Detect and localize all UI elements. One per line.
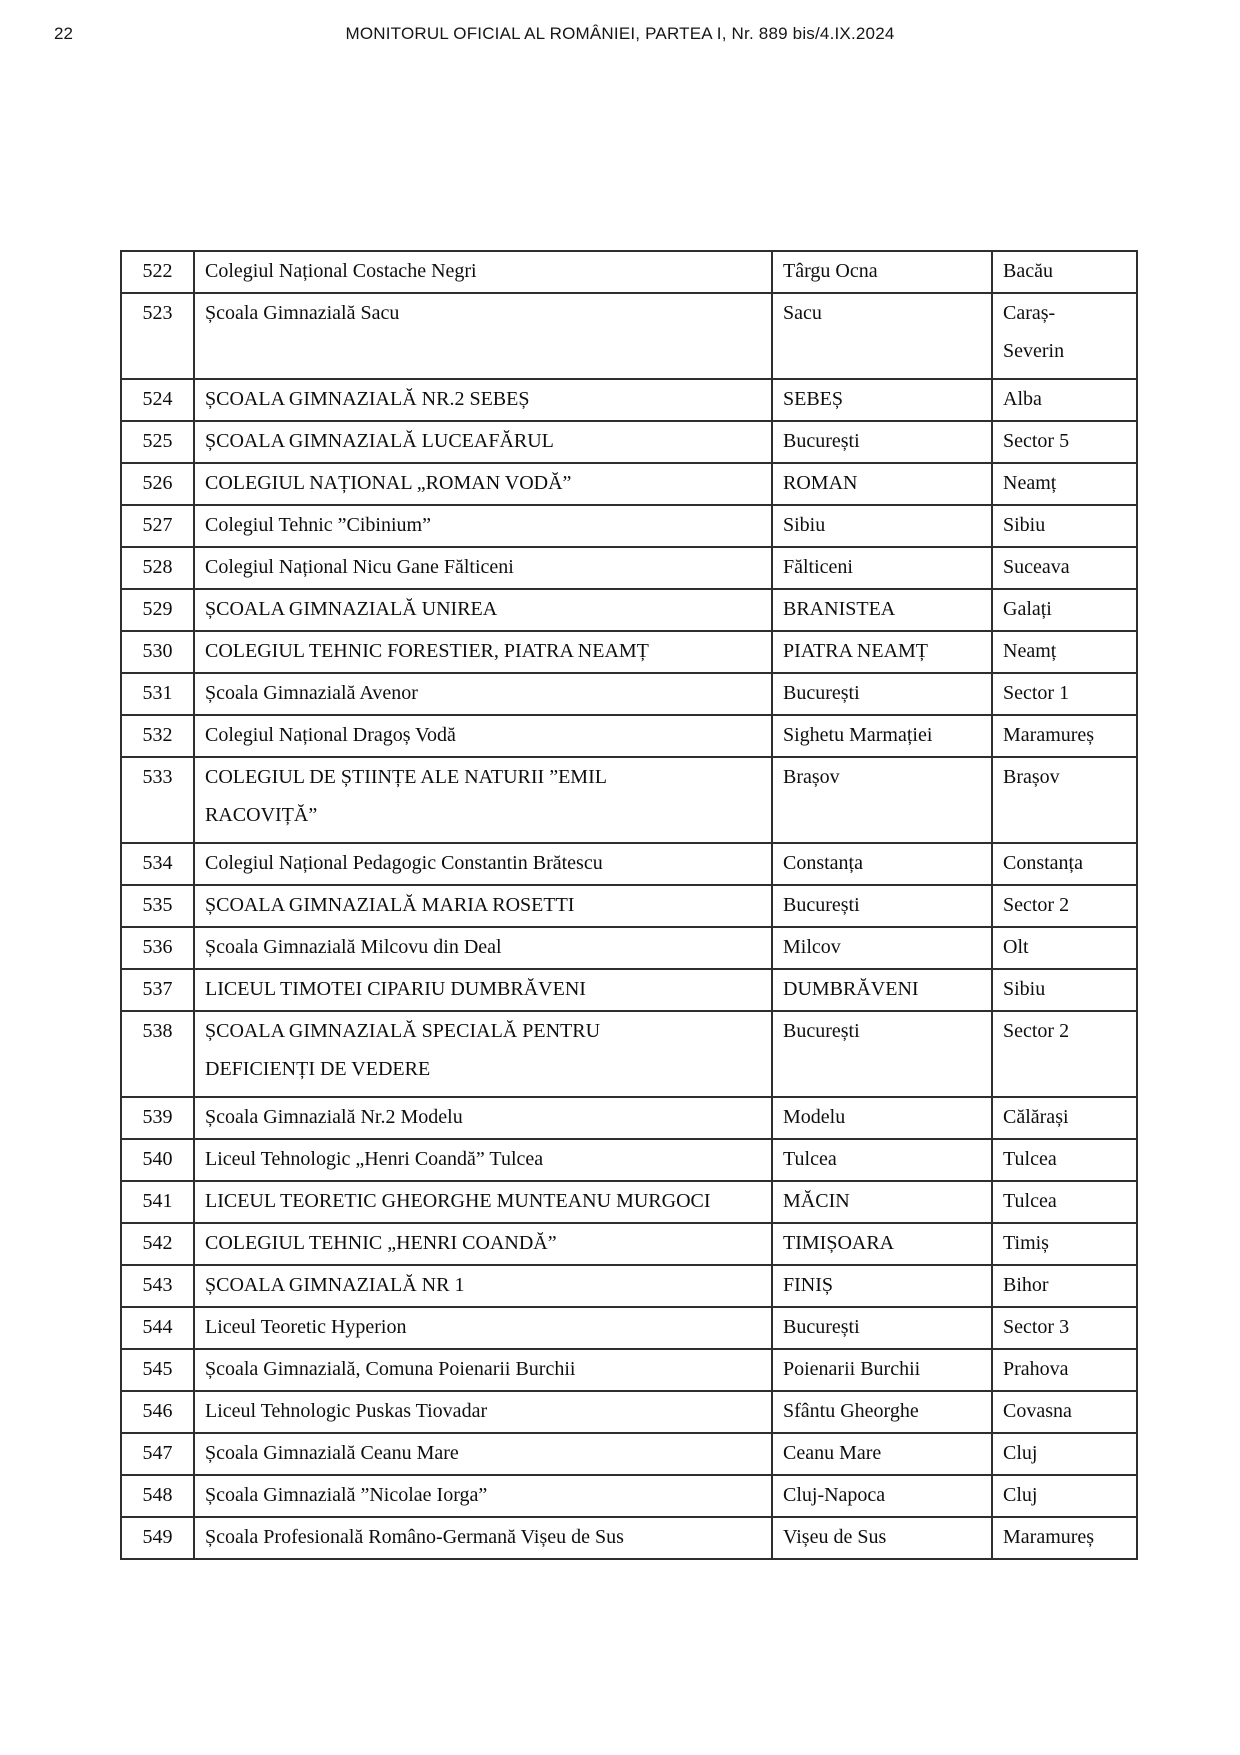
cell-county: Cluj — [992, 1433, 1137, 1475]
cell-county: Sector 1 — [992, 673, 1137, 715]
cell-name: COLEGIUL NAȚIONAL „ROMAN VODĂ” — [194, 463, 772, 505]
cell-line: COLEGIUL DE ȘTIINȚE ALE NATURII ”EMIL — [205, 766, 607, 788]
cell-city: Sighetu Marmației — [772, 715, 992, 757]
cell-no: 523 — [121, 293, 194, 379]
cell-city: MĂCIN — [772, 1181, 992, 1223]
cell-no: 542 — [121, 1223, 194, 1265]
table-row — [121, 843, 1137, 885]
table-row — [121, 421, 1137, 463]
cell-city: Modelu — [772, 1097, 992, 1139]
table-body — [121, 251, 1137, 1559]
cell-name: LICEUL TEORETIC GHEORGHE MUNTEANU MURGOCI — [194, 1181, 772, 1223]
table-row — [121, 547, 1137, 589]
cell-county: Sector 2 — [992, 1011, 1137, 1097]
cell-no: 538 — [121, 1011, 194, 1097]
cell-county: Sector 2 — [992, 885, 1137, 927]
cell-no: 535 — [121, 885, 194, 927]
cell-county — [992, 293, 1137, 379]
table-row — [121, 673, 1137, 715]
table-row — [121, 1517, 1137, 1559]
cell-line: ȘCOALA GIMNAZIALĂ SPECIALĂ PENTRU — [205, 1020, 601, 1042]
cell-name: COLEGIUL TEHNIC „HENRI COANDĂ” — [194, 1223, 772, 1265]
cell-county: Maramureș — [992, 1517, 1137, 1559]
cell-no: 549 — [121, 1517, 194, 1559]
cell-city: Sibiu — [772, 505, 992, 547]
table-row — [121, 927, 1137, 969]
cell-name: Colegiul Național Costache Negri — [194, 251, 772, 293]
table-row — [121, 631, 1137, 673]
cell-no: 528 — [121, 547, 194, 589]
cell-county: Neamț — [992, 463, 1137, 505]
cell-city: Brașov — [772, 757, 992, 843]
cell-name: Școala Gimnazială Ceanu Mare — [194, 1433, 772, 1475]
cell-no: 536 — [121, 927, 194, 969]
cell-county: Sector 5 — [992, 421, 1137, 463]
cell-name: Colegiul Național Nicu Gane Fălticeni — [194, 547, 772, 589]
cell-name — [194, 757, 772, 843]
cell-name: Colegiul Național Dragoș Vodă — [194, 715, 772, 757]
cell-city: TIMIȘOARA — [772, 1223, 992, 1265]
table-row — [121, 1307, 1137, 1349]
cell-county: Tulcea — [992, 1139, 1137, 1181]
cell-county: Maramureș — [992, 715, 1137, 757]
cell-city: București — [772, 673, 992, 715]
cell-county: Cluj — [992, 1475, 1137, 1517]
cell-no: 526 — [121, 463, 194, 505]
table-row — [121, 1181, 1137, 1223]
table-row — [121, 463, 1137, 505]
cell-name: Școala Gimnazială Avenor — [194, 673, 772, 715]
cell-name: Școala Profesională Româno-Germană Vișeu de Sus — [194, 1517, 772, 1559]
table-row — [121, 1265, 1137, 1307]
table-row — [121, 757, 1137, 843]
cell-no: 543 — [121, 1265, 194, 1307]
table-row — [121, 1011, 1137, 1097]
cell-county: Prahova — [992, 1349, 1137, 1391]
cell-name: Colegiul Național Pedagogic Constantin Brătescu — [194, 843, 772, 885]
cell-name: ȘCOALA GIMNAZIALĂ NR.2 SEBEȘ — [194, 379, 772, 421]
cell-name: Școala Gimnazială Nr.2 Modelu — [194, 1097, 772, 1139]
cell-no: 548 — [121, 1475, 194, 1517]
cell-line: Severin — [1003, 340, 1065, 362]
cell-city: București — [772, 885, 992, 927]
cell-name: COLEGIUL TEHNIC FORESTIER, PIATRA NEAMȚ — [194, 631, 772, 673]
cell-city: Sacu — [772, 293, 992, 379]
cell-no: 539 — [121, 1097, 194, 1139]
cell-city: Sfântu Gheorghe — [772, 1391, 992, 1433]
cell-no: 547 — [121, 1433, 194, 1475]
table-row — [121, 1391, 1137, 1433]
cell-name: Colegiul Tehnic ”Cibinium” — [194, 505, 772, 547]
cell-name: Liceul Tehnologic „Henri Coandă” Tulcea — [194, 1139, 772, 1181]
table-row — [121, 1433, 1137, 1475]
cell-no: 541 — [121, 1181, 194, 1223]
cell-no: 529 — [121, 589, 194, 631]
table-row — [121, 1223, 1137, 1265]
table-row — [121, 589, 1137, 631]
cell-county: Brașov — [992, 757, 1137, 843]
cell-name: Școala Gimnazială ”Nicolae Iorga” — [194, 1475, 772, 1517]
cell-city: Vișeu de Sus — [772, 1517, 992, 1559]
cell-city: Cluj-Napoca — [772, 1475, 992, 1517]
cell-no: 524 — [121, 379, 194, 421]
cell-county: Sibiu — [992, 969, 1137, 1011]
cell-no: 527 — [121, 505, 194, 547]
cell-county: Neamț — [992, 631, 1137, 673]
table-row — [121, 379, 1137, 421]
table-row — [121, 505, 1137, 547]
cell-city: București — [772, 421, 992, 463]
cell-line: Caraș- — [1003, 302, 1056, 324]
cell-name: ȘCOALA GIMNAZIALĂ NR 1 — [194, 1265, 772, 1307]
schools-table — [120, 250, 1138, 1560]
cell-line: DEFICIENȚI DE VEDERE — [205, 1058, 431, 1080]
cell-city: DUMBRĂVENI — [772, 969, 992, 1011]
cell-no: 545 — [121, 1349, 194, 1391]
cell-no: 532 — [121, 715, 194, 757]
cell-city: Târgu Ocna — [772, 251, 992, 293]
cell-county: Timiș — [992, 1223, 1137, 1265]
cell-county: Călărași — [992, 1097, 1137, 1139]
cell-no: 530 — [121, 631, 194, 673]
cell-no: 522 — [121, 251, 194, 293]
cell-county: Constanța — [992, 843, 1137, 885]
cell-city: PIATRA NEAMȚ — [772, 631, 992, 673]
cell-city: ROMAN — [772, 463, 992, 505]
cell-no: 525 — [121, 421, 194, 463]
table-row — [121, 969, 1137, 1011]
cell-county: Sibiu — [992, 505, 1137, 547]
table-row — [121, 1475, 1137, 1517]
schools-table-container — [120, 250, 1138, 1560]
cell-name: ȘCOALA GIMNAZIALĂ UNIREA — [194, 589, 772, 631]
cell-county: Covasna — [992, 1391, 1137, 1433]
cell-no: 534 — [121, 843, 194, 885]
cell-county: Bihor — [992, 1265, 1137, 1307]
cell-no: 537 — [121, 969, 194, 1011]
cell-name: ȘCOALA GIMNAZIALĂ MARIA ROSETTI — [194, 885, 772, 927]
cell-county: Olt — [992, 927, 1137, 969]
cell-name: LICEUL TIMOTEI CIPARIU DUMBRĂVENI — [194, 969, 772, 1011]
cell-no: 544 — [121, 1307, 194, 1349]
cell-no: 540 — [121, 1139, 194, 1181]
cell-city: BRANISTEA — [772, 589, 992, 631]
cell-name: ȘCOALA GIMNAZIALĂ LUCEAFĂRUL — [194, 421, 772, 463]
cell-name — [194, 1011, 772, 1097]
cell-city: Fălticeni — [772, 547, 992, 589]
cell-name: Școala Gimnazială, Comuna Poienarii Burchii — [194, 1349, 772, 1391]
cell-no: 531 — [121, 673, 194, 715]
cell-county: Sector 3 — [992, 1307, 1137, 1349]
cell-city: SEBEȘ — [772, 379, 992, 421]
cell-county: Alba — [992, 379, 1137, 421]
cell-no: 546 — [121, 1391, 194, 1433]
header-title: MONITORUL OFICIAL AL ROMÂNIEI, PARTEA I, Nr. 889 bis/4.IX.2024 — [345, 24, 895, 43]
cell-city: București — [772, 1307, 992, 1349]
cell-county: Galați — [992, 589, 1137, 631]
cell-name: Școala Gimnazială Milcovu din Deal — [194, 927, 772, 969]
cell-name: Școala Gimnazială Sacu — [194, 293, 772, 379]
cell-city: Poienarii Burchii — [772, 1349, 992, 1391]
table-row — [121, 251, 1137, 293]
cell-county: Suceava — [992, 547, 1137, 589]
cell-name: Liceul Tehnologic Puskas Tiovadar — [194, 1391, 772, 1433]
cell-city: Constanța — [772, 843, 992, 885]
cell-city: București — [772, 1011, 992, 1097]
cell-city: FINIȘ — [772, 1265, 992, 1307]
table-row — [121, 885, 1137, 927]
cell-city: Tulcea — [772, 1139, 992, 1181]
cell-no: 533 — [121, 757, 194, 843]
table-row — [121, 715, 1137, 757]
table-row — [121, 1097, 1137, 1139]
cell-city: Milcov — [772, 927, 992, 969]
table-row — [121, 1349, 1137, 1391]
cell-city: Ceanu Mare — [772, 1433, 992, 1475]
table-row — [121, 293, 1137, 379]
cell-line: RACOVIȚĂ” — [205, 804, 318, 826]
page-number: 22 — [54, 24, 73, 43]
cell-county: Bacău — [992, 251, 1137, 293]
table-row — [121, 1139, 1137, 1181]
cell-county: Tulcea — [992, 1181, 1137, 1223]
cell-name: Liceul Teoretic Hyperion — [194, 1307, 772, 1349]
